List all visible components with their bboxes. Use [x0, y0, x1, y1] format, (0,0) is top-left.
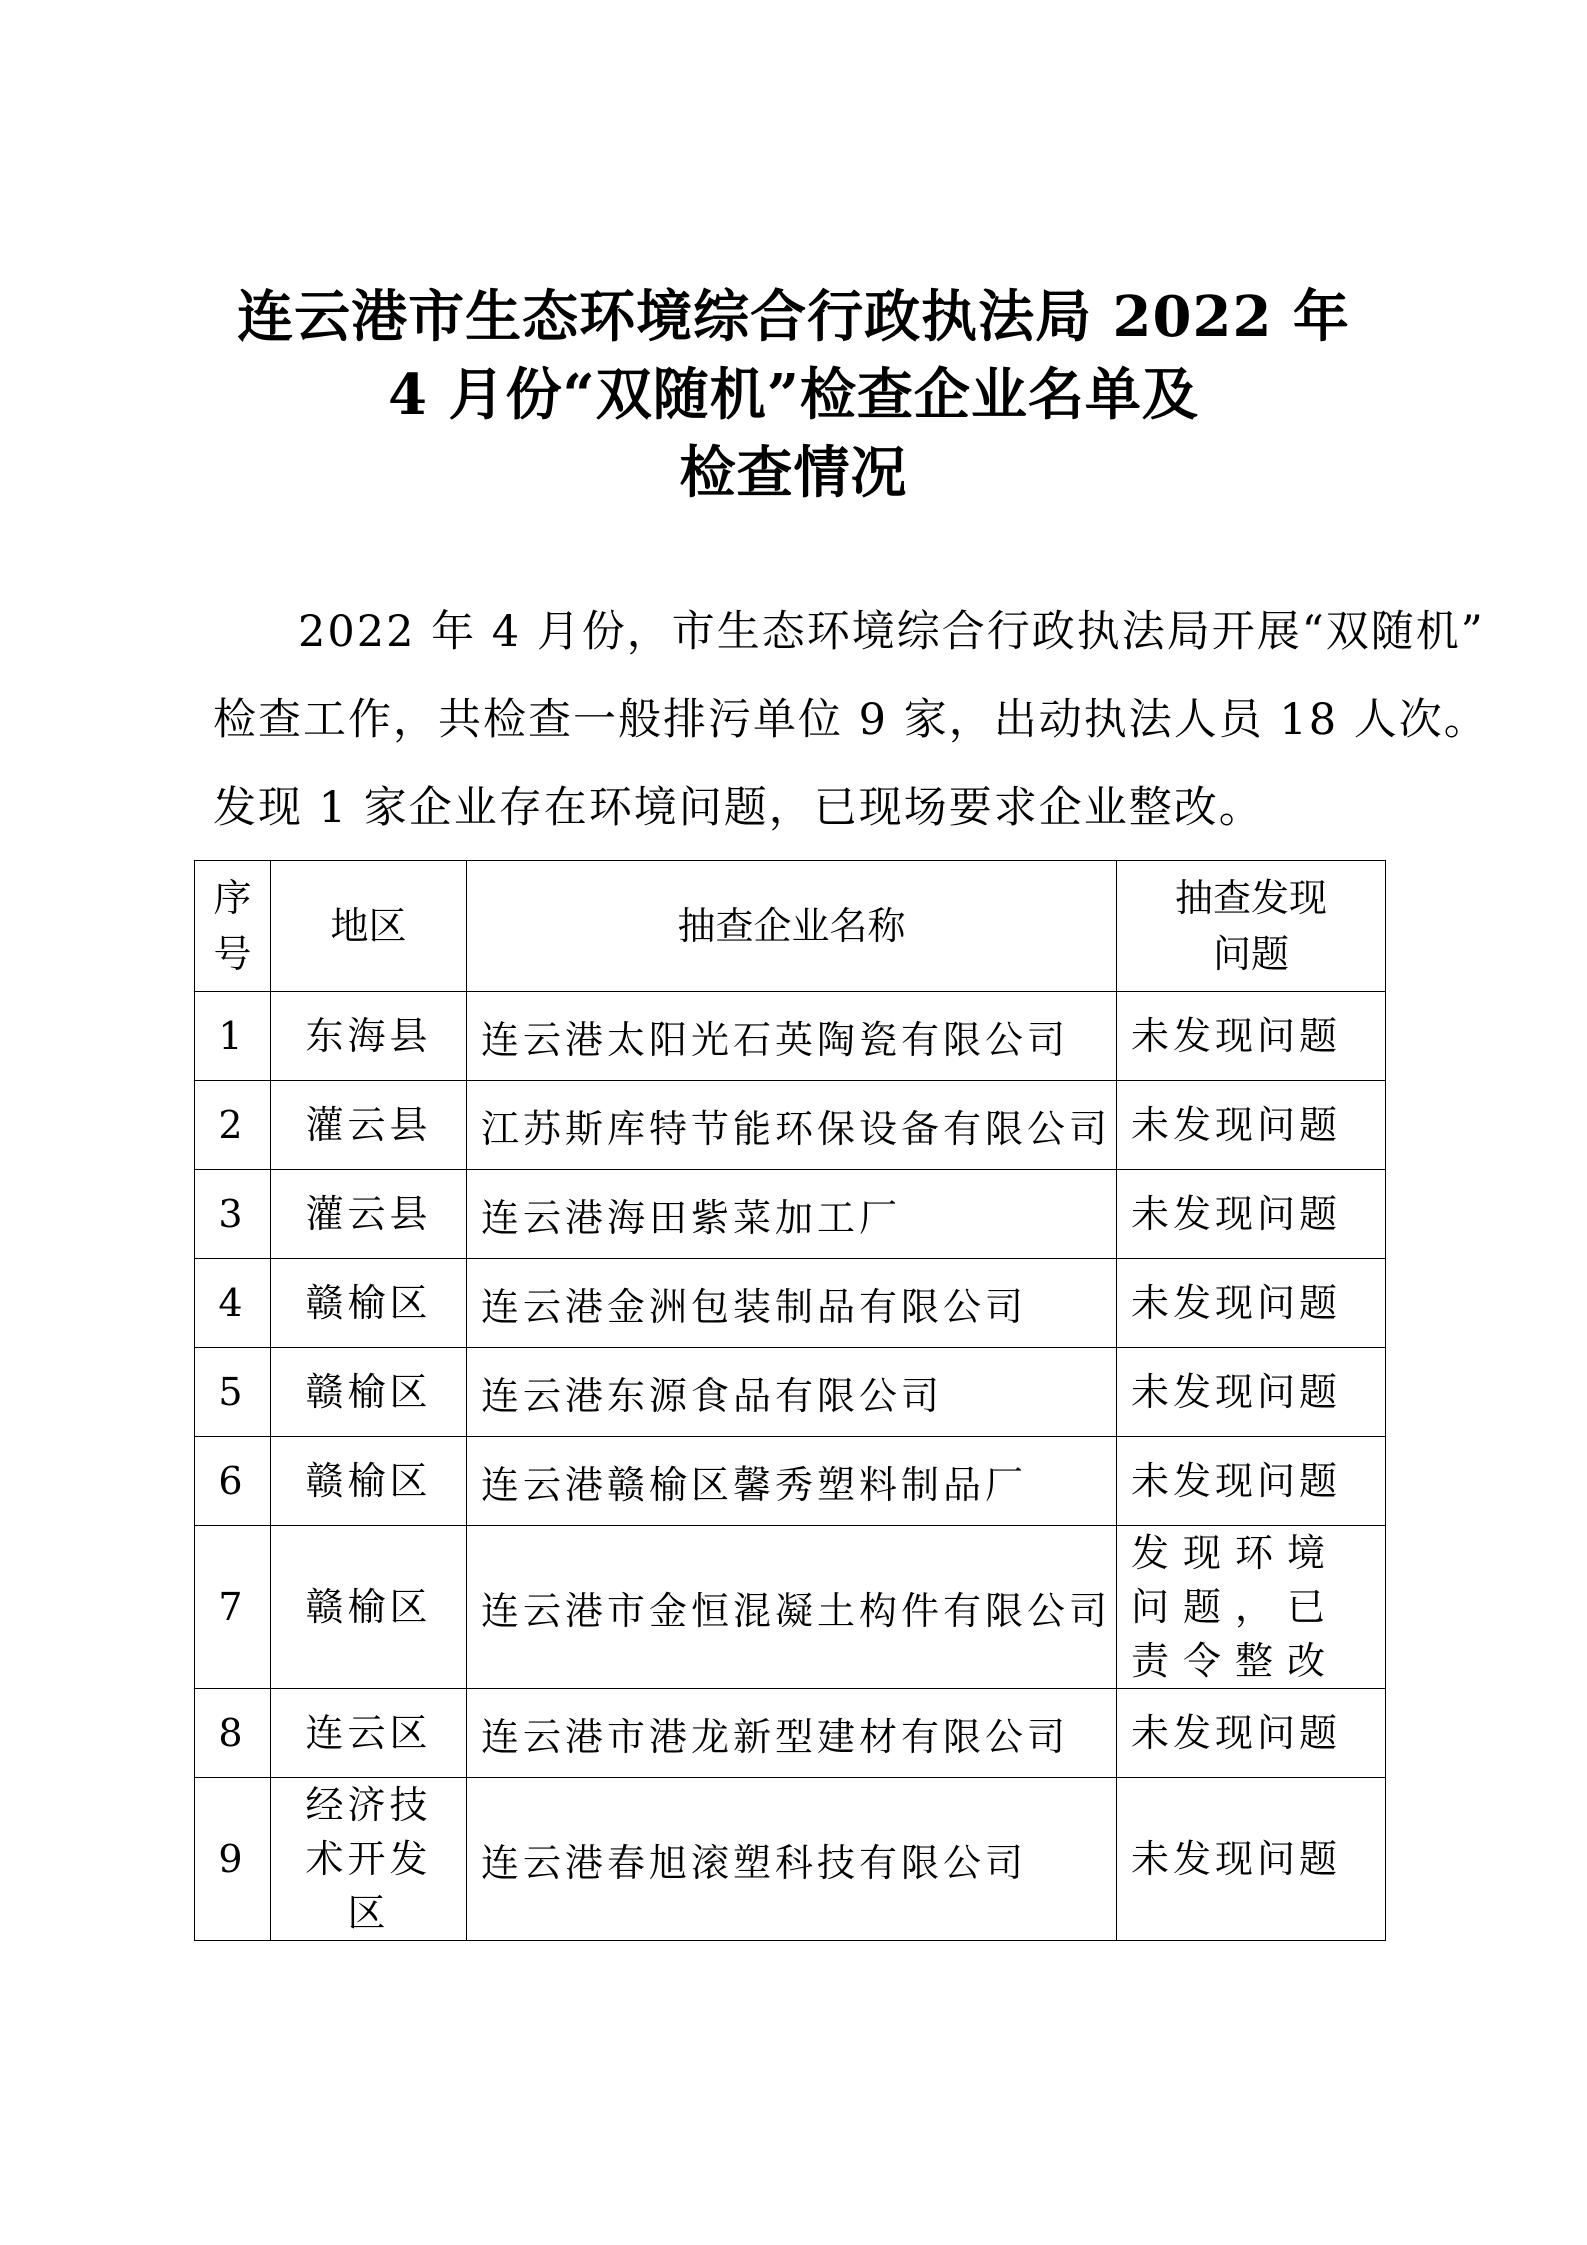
row-region: 赣榆区: [271, 1437, 467, 1526]
header-region: 地区: [271, 861, 467, 992]
table-row: [195, 1689, 1386, 1778]
row-region: 东海县: [271, 992, 467, 1081]
row-index: 7: [195, 1526, 271, 1689]
row-finding: 未发现问题: [1117, 1259, 1386, 1348]
table-row: [195, 1259, 1386, 1348]
table-header-row: [195, 861, 1386, 992]
table-row: [195, 1348, 1386, 1437]
table-row: [195, 992, 1386, 1081]
row-finding: 未发现问题: [1117, 1081, 1386, 1170]
row-finding: 未发现问题: [1117, 992, 1386, 1081]
row-region: 赣榆区: [271, 1526, 467, 1689]
table-row: [195, 1081, 1386, 1170]
row-finding: 未发现问题: [1117, 1348, 1386, 1437]
intro-line-3: 发现 1 家企业存在环境问题，已现场要求企业整改。: [213, 783, 1264, 833]
row-company: 连云港太阳光石英陶瓷有限公司: [467, 992, 1117, 1081]
row-index: 3: [195, 1170, 271, 1259]
row-region-text: 经济技术开发区: [305, 1783, 432, 1935]
row-finding: 未发现问题: [1117, 1689, 1386, 1778]
row-index: 2: [195, 1081, 271, 1170]
row-company: 连云港东源食品有限公司: [467, 1348, 1117, 1437]
row-region: 赣榆区: [271, 1348, 467, 1437]
title-line-2: 4 月份“双随机”检查企业名单及: [388, 362, 1199, 428]
row-region: 连云区: [271, 1689, 467, 1778]
table-row: [195, 1170, 1386, 1259]
table-row: [195, 1778, 1386, 1941]
row-company: 江苏斯库特节能环保设备有限公司: [467, 1081, 1117, 1170]
row-finding: 未发现问题: [1117, 1170, 1386, 1259]
header-finding: 抽查发现问题: [1117, 861, 1386, 992]
intro-line-2: 检查工作，共检查一般排污单位 9 家，出动执法人员 18 人次。: [213, 695, 1489, 745]
row-index: 1: [195, 992, 271, 1081]
row-region: 灌云县: [271, 1081, 467, 1170]
row-finding: 未发现问题: [1117, 1778, 1386, 1941]
row-index: 5: [195, 1348, 271, 1437]
row-index: 8: [195, 1689, 271, 1778]
row-company: 连云港海田紫菜加工厂: [467, 1170, 1117, 1259]
header-index: 序号: [195, 861, 271, 992]
row-company: 连云港金洲包装制品有限公司: [467, 1259, 1117, 1348]
inspection-table: [194, 860, 1386, 1941]
row-company: 连云港市金恒混凝土构件有限公司: [467, 1526, 1117, 1689]
row-company: 连云港赣榆区馨秀塑料制品厂: [467, 1437, 1117, 1526]
title-line-3: 检查情况: [679, 440, 908, 506]
table-row: [195, 1437, 1386, 1526]
row-index: 9: [195, 1778, 271, 1941]
document-title: [0, 278, 1587, 512]
row-company: 连云港市港龙新型建材有限公司: [467, 1689, 1117, 1778]
row-region: 赣榆区: [271, 1259, 467, 1348]
row-index: 6: [195, 1437, 271, 1526]
row-index: 4: [195, 1259, 271, 1348]
row-finding-text: 发现环境问题，已责令整改: [1131, 1531, 1340, 1683]
row-finding: 未发现问题: [1117, 1437, 1386, 1526]
intro-paragraph: [213, 588, 1489, 852]
table-row: [195, 1526, 1386, 1689]
row-region: [271, 1778, 467, 1941]
row-finding: [1117, 1526, 1386, 1689]
title-line-1: 连云港市生态环境综合行政执法局 2022 年: [237, 284, 1350, 350]
row-company: 连云港春旭滚塑科技有限公司: [467, 1778, 1117, 1941]
row-region: 灌云县: [271, 1170, 467, 1259]
header-company: 抽查企业名称: [467, 861, 1117, 992]
intro-line-1: 2022 年 4 月份，市生态环境综合行政执法局开展“双随机”: [298, 607, 1485, 657]
